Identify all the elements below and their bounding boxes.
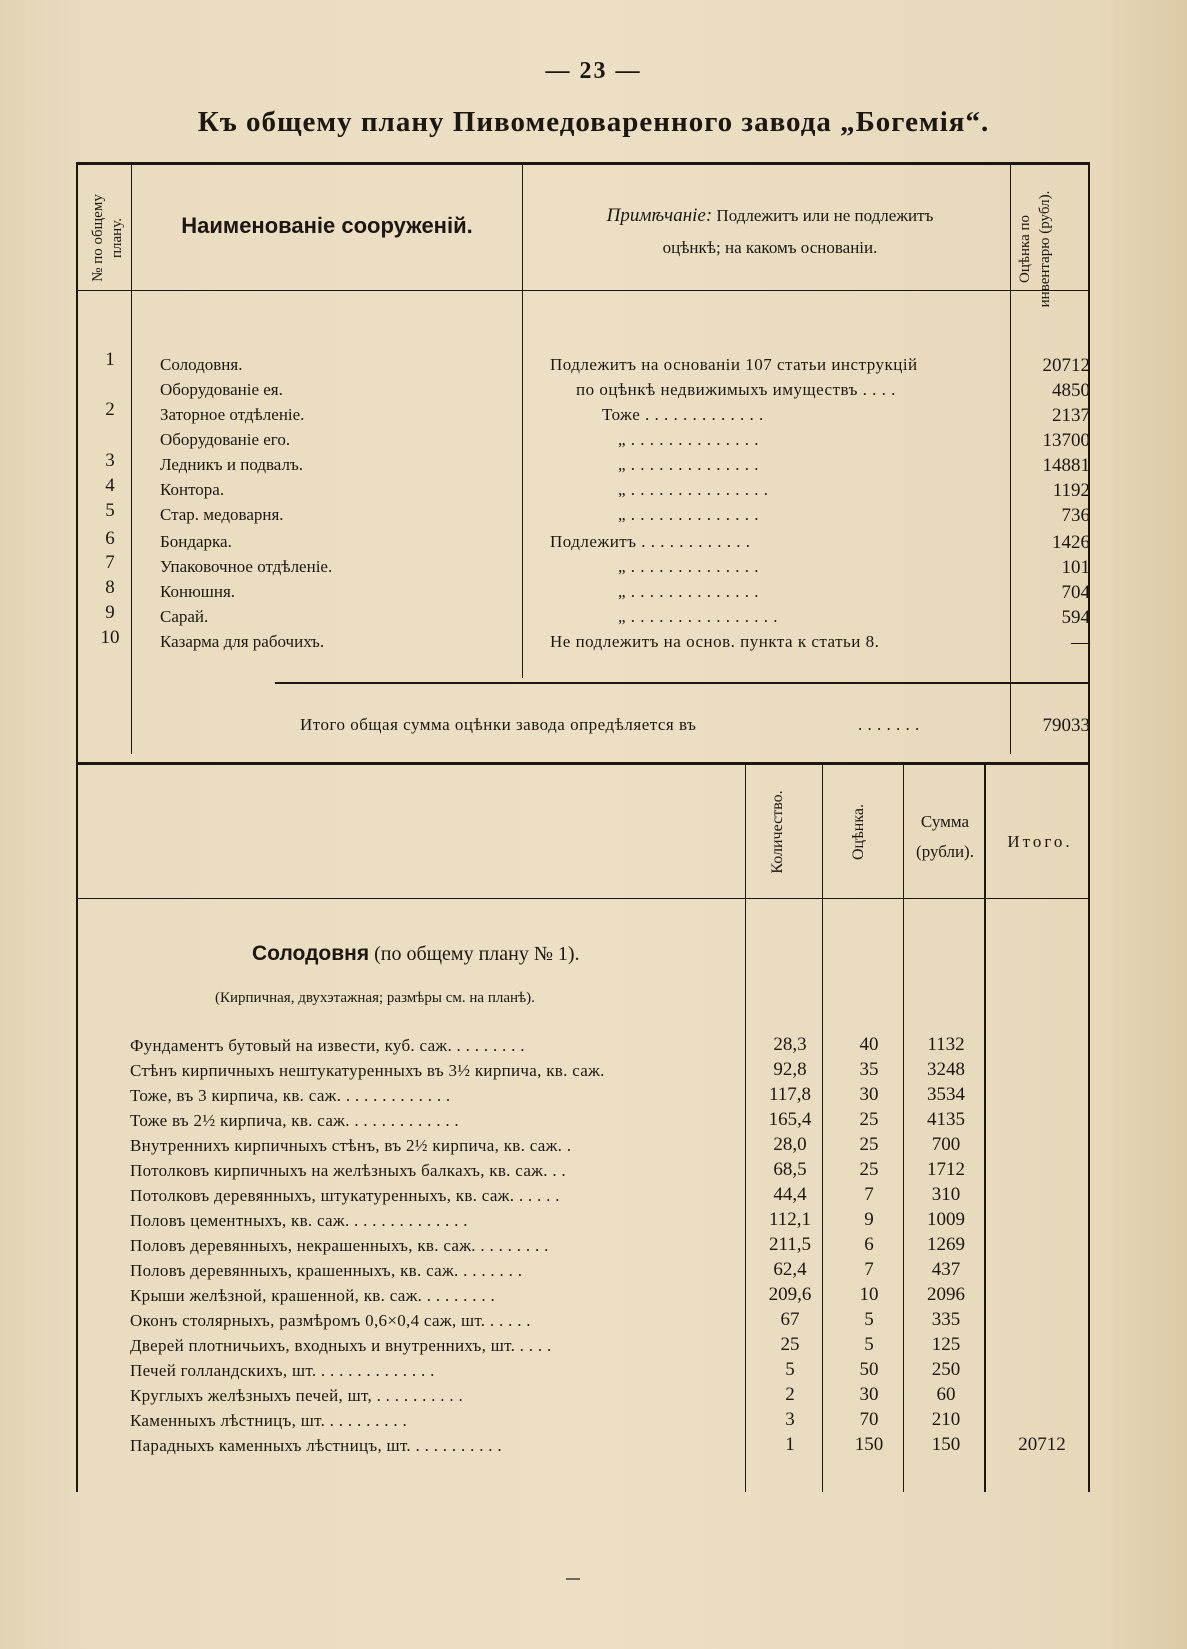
item-qty: 62,4 [773, 1259, 807, 1280]
col-header-price: Оцѣнка. [850, 804, 867, 860]
item-name: Дверей плотничьихъ, входныхъ и внутреннихъ, шт. . . . . [130, 1336, 552, 1355]
building-number: 9 [105, 602, 115, 623]
building-name: Заторное отдѣленіе. [160, 405, 305, 424]
building-number: 10 [100, 627, 120, 648]
item-price: 50 [859, 1359, 879, 1380]
col-header-value: Оцѣнка по инвентарю (рубл). [1017, 190, 1053, 308]
item-sum: 2096 [927, 1284, 965, 1305]
item-price: 25 [859, 1109, 879, 1130]
building-value: 101 [1061, 557, 1090, 578]
building-name: Бондарка. [160, 532, 232, 551]
item-name: Каменныхъ лѣстницъ, шт. . . . . . . . . . [130, 1411, 408, 1430]
item-sum: 1132 [927, 1034, 965, 1055]
building-number: 4 [105, 475, 115, 496]
col-header-qty: Количество. [769, 790, 786, 874]
item-qty: 92,8 [773, 1059, 807, 1080]
section-total: 20712 [1018, 1434, 1066, 1455]
building-value: 20712 [1042, 355, 1090, 376]
summary-value: 79033 [1042, 715, 1090, 736]
item-sum: 437 [931, 1259, 961, 1280]
building-note: „ . . . . . . . . . . . . . . [618, 505, 760, 524]
building-note: Подлежитъ на основаніи 107 статьи инструкцій [550, 355, 918, 374]
item-price: 30 [859, 1384, 879, 1405]
item-qty: 44,4 [773, 1184, 807, 1205]
table-top-rule [76, 162, 1088, 165]
section-subtitle: (Кирпичная, двухэтажная; размѣры см. на планѣ). [215, 990, 535, 1006]
item-name: Половъ деревянныхъ, некрашенныхъ, кв. саж. . . . . . . . . [130, 1236, 549, 1255]
page-number: — 23 — [545, 58, 642, 84]
item-price: 5 [864, 1334, 874, 1355]
building-value: 4850 [1052, 380, 1090, 401]
item-sum: 335 [931, 1309, 961, 1330]
building-value: 2137 [1052, 405, 1090, 426]
footer-mark [566, 1578, 580, 1580]
item-sum: 310 [931, 1184, 961, 1205]
col-header-note [530, 200, 1010, 264]
item-qty: 28,0 [773, 1134, 807, 1155]
item-qty: 68,5 [773, 1159, 807, 1180]
building-name: Солодовня. [160, 355, 243, 374]
item-qty: 117,8 [768, 1084, 812, 1105]
col-header-total: Итого. [1007, 832, 1073, 851]
building-name: Ледникъ и подвалъ. [160, 455, 304, 474]
col-header-name: Наименованіе сооруженій. [181, 213, 473, 238]
item-name: Фундаментъ бутовый на извести, куб. саж. . . . . . . . . [130, 1036, 525, 1055]
building-number: 2 [105, 399, 115, 420]
item-qty: 2 [785, 1384, 795, 1405]
item-qty: 112,1 [768, 1209, 812, 1230]
building-note: Не подлежитъ на основ. пункта к статьи 8. [550, 632, 880, 651]
item-price: 10 [859, 1284, 879, 1305]
item-qty: 165,4 [768, 1109, 812, 1130]
building-note: „ . . . . . . . . . . . . . . [618, 430, 760, 449]
building-number: 3 [105, 450, 115, 471]
item-name: Потолковъ кирпичныхъ на желѣзныхъ балкахъ, кв. саж. . . [130, 1161, 566, 1180]
building-number: 7 [105, 552, 115, 573]
item-qty: 25 [780, 1334, 800, 1355]
item-name: Половъ деревянныхъ, крашенныхъ, кв. саж. . . . . . . . [130, 1261, 523, 1280]
building-name: Оборудованіе его. [160, 430, 291, 449]
building-name: Оборудованіе ея. [160, 380, 283, 399]
building-value: 14881 [1042, 455, 1090, 476]
building-name: Упаковочное отдѣленіе. [160, 557, 333, 576]
item-sum: 125 [931, 1334, 961, 1355]
item-name: Внутреннихъ кирпичныхъ стѣнъ, въ 2½ кирпича, кв. саж. . [130, 1136, 572, 1155]
building-name: Казарма для рабочихъ. [160, 632, 325, 651]
building-note: „ . . . . . . . . . . . . . . [618, 557, 760, 576]
item-sum: 60 [936, 1384, 956, 1405]
item-sum: 3248 [927, 1059, 965, 1080]
item-price: 70 [859, 1409, 879, 1430]
item-price: 35 [859, 1059, 879, 1080]
item-sum: 3534 [927, 1084, 965, 1105]
item-price: 150 [854, 1434, 884, 1455]
item-sum: 150 [931, 1434, 961, 1455]
section-title [252, 942, 580, 966]
building-name: Конюшня. [160, 582, 236, 601]
building-number: 1 [105, 349, 115, 370]
item-name: Потолковъ деревянныхъ, штукатуренныхъ, кв. саж. . . . . . [130, 1186, 560, 1205]
item-price: 9 [864, 1209, 874, 1230]
item-price: 30 [859, 1084, 879, 1105]
item-sum: 250 [931, 1359, 961, 1380]
item-price: 5 [864, 1309, 874, 1330]
building-value: 1426 [1052, 532, 1090, 553]
table-mid-rule [76, 762, 1088, 765]
item-name: Тоже, въ 3 кирпича, кв. саж. . . . . . . . . . . . . [130, 1086, 451, 1105]
building-name: Стар. медоварня. [160, 505, 284, 524]
sum-line1: Сумма [920, 812, 970, 831]
building-value: 736 [1061, 505, 1090, 526]
col-header-number: № по общему плану. [90, 194, 125, 282]
building-name: Контора. [160, 480, 225, 499]
page-title: Къ общему плану Пивомедоваренного завода „Богемія“. [197, 106, 990, 138]
section-title-rest: (по общему плану № 1). [374, 943, 580, 965]
summary-dots: . . . . . . . [858, 715, 920, 734]
header2-rule [76, 898, 1088, 899]
building-value: 704 [1061, 582, 1090, 603]
item-name: Стѣнъ кирпичныхъ нештукатуренныхъ въ 3½ кирпича, кв. саж. [130, 1061, 605, 1080]
building-note: „ . . . . . . . . . . . . . . . . [618, 607, 779, 626]
item-sum: 1269 [927, 1234, 965, 1255]
note-label: Примѣчаніе: [606, 205, 713, 226]
building-number: 5 [105, 500, 115, 521]
item-price: 7 [864, 1259, 874, 1280]
item-name: Тоже въ 2½ кирпича, кв. саж. . . . . . . . . . . . . [130, 1111, 459, 1130]
building-number: 8 [105, 577, 115, 598]
item-qty: 211,5 [768, 1234, 812, 1255]
item-sum: 1009 [927, 1209, 965, 1230]
col-divider-name [522, 162, 523, 678]
item-qty: 209,6 [768, 1284, 812, 1305]
item-price: 25 [859, 1134, 879, 1155]
item-qty: 3 [785, 1409, 795, 1430]
building-value: 594 [1061, 607, 1090, 628]
building-number: 6 [105, 528, 115, 549]
item-sum: 210 [931, 1409, 961, 1430]
building-note: по оцѣнкѣ недвижимыхъ имуществъ . . . . [576, 380, 896, 399]
item-sum: 4135 [927, 1109, 965, 1130]
sum-line2: (рубли). [916, 842, 974, 861]
item-name: Оконъ столярныхъ, размѣромъ 0,6×0,4 саж, шт. . . . . . [130, 1311, 531, 1330]
building-note: „ . . . . . . . . . . . . . . [618, 455, 760, 474]
building-note: „ . . . . . . . . . . . . . . . [618, 480, 769, 499]
item-name: Круглыхъ желѣзныхъ печей, шт, . . . . . . . . . . [130, 1386, 464, 1405]
note-line2: оцѣнкѣ; на какомъ основаніи. [662, 238, 878, 257]
col-header-sum [905, 812, 985, 862]
summary-rule [275, 682, 1088, 684]
building-note: Подлежитъ . . . . . . . . . . . . [550, 532, 751, 551]
item-qty: 67 [780, 1309, 800, 1330]
col-divider-qty [745, 765, 746, 1492]
building-note: „ . . . . . . . . . . . . . . [618, 582, 760, 601]
building-note: Тоже . . . . . . . . . . . . . [602, 405, 764, 424]
item-sum: 700 [931, 1134, 961, 1155]
item-price: 7 [864, 1184, 874, 1205]
item-price: 6 [864, 1234, 874, 1255]
item-name: Печей голландскихъ, шт. . . . . . . . . . . . . . [130, 1361, 435, 1380]
item-name: Крыши желѣзной, крашенной, кв. саж. . . . . . . . . [130, 1286, 496, 1305]
item-price: 25 [859, 1159, 879, 1180]
item-sum: 1712 [927, 1159, 965, 1180]
item-name: Парадныхъ каменныхъ лѣстницъ, шт. . . . . . . . . . . [130, 1436, 502, 1455]
building-value: — [1071, 632, 1090, 653]
item-price: 40 [859, 1034, 879, 1055]
left-border [76, 162, 78, 1492]
header-rule [76, 290, 1088, 291]
section-title-bold: Солодовня [252, 942, 370, 965]
item-qty: 28,3 [773, 1034, 807, 1055]
col-divider-note [1010, 162, 1011, 754]
summary-label: Итого общая сумма оцѣнки завода опредѣляется въ [300, 715, 697, 734]
item-name: Половъ цементныхъ, кв. саж. . . . . . . . . . . . . . [130, 1211, 468, 1230]
note-line1: Подлежитъ или не подлежитъ [716, 206, 934, 225]
building-value: 1192 [1052, 480, 1090, 501]
item-qty: 5 [785, 1359, 795, 1380]
item-qty: 1 [785, 1434, 795, 1455]
building-name: Сарай. [160, 607, 209, 626]
building-value: 13700 [1042, 430, 1090, 451]
